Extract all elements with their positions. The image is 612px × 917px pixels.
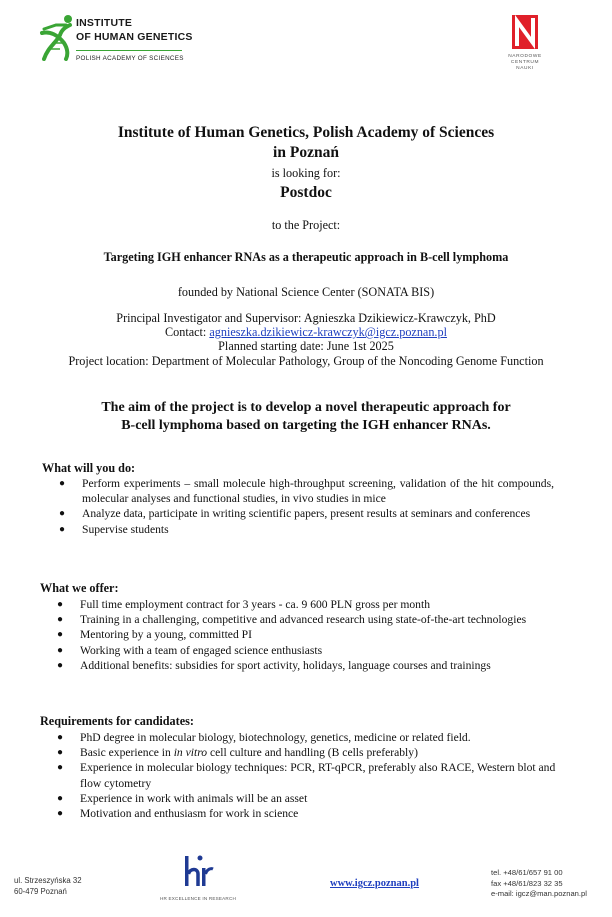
list-item <box>59 477 554 506</box>
footer-fax: fax +48/61/823 32 35 <box>491 878 563 888</box>
bullet-icon: ● <box>57 762 64 774</box>
list-item <box>57 612 560 627</box>
hr-caption: HR EXCELLENCE IN RESEARCH <box>160 896 236 901</box>
bullet-icon: ● <box>57 629 64 641</box>
footer-contact <box>491 868 587 900</box>
looking-for-text: is looking for: <box>271 166 341 180</box>
list-item-text: Full time employment contract for 3 years - ca. 9 600 PLN gross per month <box>80 598 430 611</box>
list-item-text: Perform experiments – small molecule high-throughput screening, validation of the hit compounds, molecular analyses and functional studies, in vivo studies in mice <box>82 477 554 505</box>
list-item <box>57 730 558 745</box>
list-item-text: Training in a challenging, competitive and advanced research using state-of-the-art technologies <box>80 613 527 627</box>
list-item <box>57 791 558 806</box>
list-item <box>57 760 558 790</box>
list-item <box>57 597 560 612</box>
list-item <box>57 643 560 658</box>
bullet-icon: ● <box>59 478 66 489</box>
list-item <box>57 745 558 760</box>
ncn-logo-line3: NAUKI <box>516 66 534 71</box>
list-item <box>57 806 558 821</box>
bullet-icon: ● <box>59 523 66 535</box>
footer-email: e-mail: igcz@man.poznan.pl <box>491 889 587 898</box>
footer-address <box>14 875 82 897</box>
location-text: Project location: Department of Molecular Pathology, Group of the Noncoding Genome Function <box>68 354 544 368</box>
list-item-text-pre: Basic experience in <box>80 746 174 760</box>
hr-logo <box>180 854 216 890</box>
aim-line2: B-cell lymphoma based on targeting the IGH enhancer RNAs. <box>121 418 491 433</box>
ncn-logo-text <box>505 54 545 72</box>
to-project-text: to the Project: <box>271 218 341 232</box>
offer-list <box>57 597 560 673</box>
ncn-logo-line1: NARODOWE <box>508 54 542 59</box>
position-title: Postdoc <box>280 184 332 201</box>
pi-text: Principal Investigator and Supervisor: Agnieszka Dzikiewicz-Krawczyk, PhD <box>116 311 496 325</box>
bullet-icon: ● <box>57 792 64 804</box>
ncn-logo-line2: CENTRUM <box>510 60 540 65</box>
founded-by-text: founded by National Science Center (SONATA BIS) <box>177 285 435 299</box>
bullet-icon: ● <box>57 808 64 820</box>
footer-tel: tel. +48/61/657 91 00 <box>491 868 563 877</box>
dna-figure-icon <box>38 13 78 61</box>
offer-heading: What we offer: <box>40 581 119 595</box>
ncn-emblem-icon <box>510 13 540 51</box>
list-item-text: Working with a team of engaged science enthusiasts <box>80 643 323 657</box>
list-item <box>57 627 560 642</box>
org-title-line2: in Poznań <box>273 144 339 161</box>
list-item-text: Mentoring by a young, committed PI <box>80 628 252 642</box>
bullet-icon: ● <box>57 614 64 626</box>
ihg-logo-line2: OF HUMAN GENETICS <box>76 31 193 43</box>
aim-line1: The aim of the project is to develop a novel therapeutic approach for <box>101 400 511 415</box>
ihg-logo-divider <box>76 50 182 51</box>
bullet-icon: ● <box>57 599 64 610</box>
contact-label: Contact: <box>165 325 207 339</box>
start-date-text: Planned starting date: June 1st 2025 <box>218 339 394 353</box>
ihg-logo <box>38 13 78 61</box>
contact-line <box>0 325 612 340</box>
contact-email-link[interactable]: agnieszka.dzikiewicz-krawczyk@igcz.poznan.pl <box>209 325 447 339</box>
bullet-icon: ● <box>57 659 64 671</box>
what-you-do-list <box>59 477 554 537</box>
list-item <box>59 522 554 538</box>
bullet-icon: ● <box>59 508 66 519</box>
list-item-text <box>80 746 418 759</box>
list-item-text: Experience in molecular biology techniques: PCR, RT-qPCR, preferably also RACE, Western blot and flow cytometry <box>80 761 556 790</box>
bullet-icon: ● <box>57 732 64 743</box>
list-item-text: Additional benefits: subsidies for sport activity, holidays, language courses and trainings <box>80 658 491 672</box>
bullet-icon: ● <box>57 644 64 656</box>
list-item-text-post: cell culture and handling (B cells preferably) <box>207 746 418 760</box>
website-link[interactable]: www.igcz.poznan.pl <box>330 878 419 889</box>
ncn-logo <box>510 13 540 51</box>
org-title-line1: Institute of Human Genetics, Polish Academy of Sciences <box>117 124 495 141</box>
list-item <box>57 658 560 673</box>
list-item <box>59 507 554 522</box>
what-you-do-heading: What will you do: <box>42 461 136 475</box>
list-item-text: Analyze data, participate in writing scientific papers, present results at seminars and conferences <box>82 507 531 520</box>
bullet-icon: ● <box>57 747 64 759</box>
requirements-list <box>57 730 558 821</box>
ihg-logo-subtitle: POLISH ACADEMY OF SCIENCES <box>76 55 184 62</box>
project-title: Targeting IGH enhancer RNAs as a therapeutic approach in B-cell lymphoma <box>103 250 509 264</box>
address-line1: ul. Strzeszyńska 32 <box>14 876 82 885</box>
list-item-text: Experience in work with animals will be an asset <box>80 791 308 805</box>
address-line2: 60-479 Poznań <box>14 887 67 896</box>
requirements-heading: Requirements for candidates: <box>40 714 194 728</box>
list-item-text: Motivation and enthusiasm for work in science <box>80 807 299 821</box>
list-item-text-italic: in vitro <box>173 746 208 760</box>
list-item-text: Supervise students <box>82 522 169 536</box>
hr-logo-icon <box>180 854 216 890</box>
list-item-text: PhD degree in molecular biology, biotechnology, genetics, medicine or related field. <box>80 731 471 744</box>
ihg-logo-line1: INSTITUTE <box>76 17 133 29</box>
